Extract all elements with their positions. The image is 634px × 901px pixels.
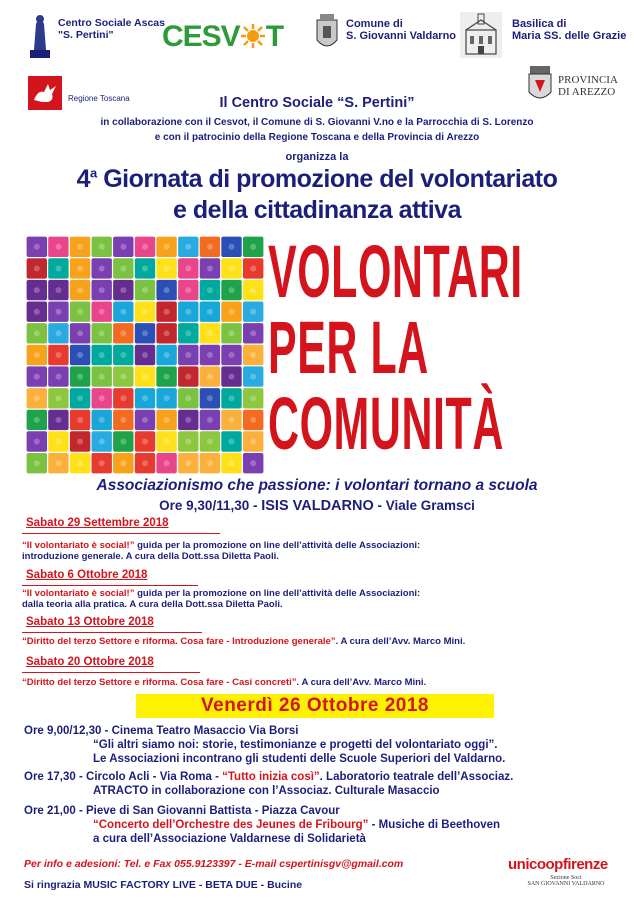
puzzle-knob (56, 460, 62, 466)
ascas-line1: Centro Sociale Ascas (58, 17, 165, 29)
puzzle-knob (142, 287, 148, 293)
provincia-line1: PROVINCIA (558, 74, 618, 86)
cesvot-logo (162, 20, 283, 54)
puzzle-graphic (26, 236, 264, 474)
friday-event-2-line-1 (24, 770, 513, 784)
basilica-line2: Maria SS. delle Grazie (512, 30, 627, 42)
puzzle-knob (207, 309, 213, 315)
big-title-line-1: VOLONTARI (268, 230, 523, 313)
basilica-logo (460, 12, 502, 58)
sun-icon (240, 23, 266, 49)
session-1-body (22, 540, 420, 562)
puzzle-knob (250, 309, 256, 315)
friday-event-3-line-1: Ore 21,00 - Pieve di San Giovanni Battista - Piazza Cavour (24, 805, 340, 817)
puzzle-knob (56, 330, 62, 336)
puzzle-knob (56, 352, 62, 358)
puzzle-knob (250, 287, 256, 293)
puzzle-knob (164, 309, 170, 315)
puzzle-knob (164, 439, 170, 445)
puzzle-knob (120, 395, 126, 401)
puzzle-knob (142, 439, 148, 445)
puzzle-knob (34, 460, 40, 466)
puzzle-knob (207, 287, 213, 293)
comune-line1: Comune di (346, 18, 403, 30)
puzzle-knob (250, 352, 256, 358)
unicoop-name: unicoopfirenze (508, 856, 608, 873)
title-ordinal: a (90, 165, 97, 181)
friday-event-3-quote: “Concerto dell’Orchestre des Jeunes de Fribourg” (93, 819, 369, 831)
puzzle-knob (120, 244, 126, 250)
session-2-quote: “Il volontariato è social!” (22, 588, 135, 599)
session-4-quote: “Diritto del terzo Settore e riforma. Cosa fare - Casi concreti” (22, 677, 297, 688)
puzzle-knob (34, 330, 40, 336)
session-3-body (22, 636, 465, 647)
puzzle-knob (185, 439, 191, 445)
puzzle-knob (185, 395, 191, 401)
puzzle-knob (185, 330, 191, 336)
puzzle-knob (250, 460, 256, 466)
puzzle-icon (26, 236, 264, 474)
venue-name: ISIS VALDARNO (261, 498, 374, 514)
puzzle-knob (99, 374, 105, 380)
session-4-body (22, 677, 426, 688)
statue-icon (28, 10, 52, 58)
puzzle-knob (207, 460, 213, 466)
puzzle-knob (142, 460, 148, 466)
session-3-text-1: . A cura dell’Avv. Marco Mini. (335, 636, 466, 647)
puzzle-knob (229, 460, 235, 466)
puzzle-knob (185, 374, 191, 380)
puzzle-knob (207, 266, 213, 272)
basilica-line1: Basilica di (512, 18, 567, 30)
puzzle-knob (56, 244, 62, 250)
puzzle-knob (164, 287, 170, 293)
session-4-date: Sabato 20 Ottobre 2018 (26, 656, 154, 668)
puzzle-knob (164, 244, 170, 250)
unicoop-logo (508, 856, 624, 887)
puzzle-knob (77, 244, 83, 250)
friday-event-3-line-2 (93, 818, 500, 832)
collaboration-line-2: e con il patrocinio della Regione Toscana e della Provincia di Arezzo (154, 132, 480, 143)
crest-icon (314, 14, 340, 54)
puzzle-knob (120, 287, 126, 293)
session-2-text-2: dalla teoria alla pratica. A cura della Dott.ssa Diletta Paoli. (22, 599, 283, 610)
cesvot-text-1: CESV (162, 20, 240, 53)
puzzle-knob (250, 330, 256, 336)
ascas-line2: "S. Pertini" (58, 29, 114, 41)
puzzle-knob (142, 417, 148, 423)
puzzle-knob (77, 352, 83, 358)
puzzle-knob (120, 374, 126, 380)
puzzle-knob (77, 395, 83, 401)
puzzle-knob (185, 266, 191, 272)
collaboration-line-1: in collaborazione con il Cesvot, il Comune di S. Giovanni V.no e la Parrocchia di S. Lorenzo (100, 117, 534, 128)
puzzle-knob (229, 330, 235, 336)
puzzle-knob (56, 374, 62, 380)
venue-time: Ore 9,30/11,30 - (159, 498, 262, 513)
puzzle-knob (164, 374, 170, 380)
friday-event-1-line-1: Ore 9,00/12,30 - Cinema Teatro Masaccio Via Borsi (24, 725, 299, 737)
puzzle-knob (164, 330, 170, 336)
title-number: 4 (76, 165, 91, 193)
puzzle-knob (164, 352, 170, 358)
session-4-text-1: . A cura dell’Avv. Marco Mini. (296, 677, 427, 688)
puzzle-knob (34, 352, 40, 358)
puzzle-knob (229, 395, 235, 401)
puzzle-knob (164, 460, 170, 466)
puzzle-knob (207, 417, 213, 423)
friday-event-2-quote: “Tutto inizia così” (222, 771, 320, 783)
friday-event-1-quote: “Gli altri siamo noi: storie, testimonianze e progetti del volontariato oggi”. (93, 739, 498, 751)
puzzle-knob (164, 266, 170, 272)
puzzle-knob (56, 266, 62, 272)
puzzle-knob (99, 309, 105, 315)
puzzle-knob (120, 330, 126, 336)
puzzle-knob (99, 460, 105, 466)
thanks-line: Si ringrazia MUSIC FACTORY LIVE - BETA DUE - Bucine (24, 879, 303, 891)
session-3-date: Sabato 13 Ottobre 2018 (26, 616, 154, 628)
puzzle-knob (250, 244, 256, 250)
puzzle-knob (229, 374, 235, 380)
puzzle-knob (250, 374, 256, 380)
puzzle-knob (99, 395, 105, 401)
puzzle-knob (34, 374, 40, 380)
puzzle-knob (99, 439, 105, 445)
title-text-1: Giornata di promozione del volontariato (96, 165, 558, 193)
puzzle-knob (77, 266, 83, 272)
puzzle-knob (142, 395, 148, 401)
puzzle-knob (99, 287, 105, 293)
puzzle-knob (207, 244, 213, 250)
puzzle-knob (185, 352, 191, 358)
puzzle-knob (77, 330, 83, 336)
session-2-text-1: guida per la promozione on line dell’attività delle Associazioni: (134, 588, 421, 599)
puzzle-knob (142, 352, 148, 358)
puzzle-knob (56, 439, 62, 445)
regione-name: Regione Toscana (68, 94, 130, 103)
comune-name (346, 18, 456, 42)
session-1-quote: “Il volontariato è social!” (22, 540, 135, 551)
puzzle-knob (142, 374, 148, 380)
puzzle-knob (229, 417, 235, 423)
puzzle-knob (120, 352, 126, 358)
puzzle-knob (164, 417, 170, 423)
puzzle-knob (164, 395, 170, 401)
comune-crest (314, 14, 340, 54)
puzzle-knob (142, 266, 148, 272)
friday-date: Venerdì 26 Ottobre 2018 (201, 695, 429, 716)
venue-street: - Viale Gramsci (373, 498, 475, 513)
puzzle-knob (229, 244, 235, 250)
puzzle-knob (185, 244, 191, 250)
puzzle-knob (34, 417, 40, 423)
puzzle-knob (229, 439, 235, 445)
session-3-quote: “Diritto del terzo Settore e riforma. Cosa fare - Introduzione generale” (22, 636, 336, 647)
puzzle-knob (77, 439, 83, 445)
organizer-title: Il Centro Sociale “S. Pertini” (219, 95, 415, 111)
puzzle-knob (207, 395, 213, 401)
session-1-rule (22, 533, 220, 534)
venue-line (0, 498, 634, 514)
puzzle-knob (99, 352, 105, 358)
puzzle-knob (142, 330, 148, 336)
unicoop-sub-2: SAN GIOVANNI VALDARNO (527, 881, 605, 887)
puzzle-knob (120, 309, 126, 315)
puzzle-knob (34, 244, 40, 250)
puzzle-knob (207, 352, 213, 358)
puzzle-knob (207, 439, 213, 445)
ascas-name (58, 17, 165, 41)
puzzle-knob (229, 352, 235, 358)
big-title-line-2: PER LA (268, 306, 429, 389)
puzzle-knob (120, 417, 126, 423)
church-icon (460, 12, 502, 58)
puzzle-knob (120, 439, 126, 445)
puzzle-knob (207, 330, 213, 336)
friday-date-banner (136, 694, 494, 718)
puzzle-knob (185, 417, 191, 423)
puzzle-knob (207, 374, 213, 380)
basilica-name (512, 18, 626, 42)
puzzle-knob (142, 244, 148, 250)
puzzle-knob (229, 287, 235, 293)
puzzle-knob (250, 417, 256, 423)
puzzle-knob (229, 266, 235, 272)
puzzle-knob (34, 395, 40, 401)
friday-event-2-line-2: ATRACTO in collaborazione con l’Associaz. Culturale Masaccio (93, 785, 440, 797)
session-4-rule (22, 672, 200, 673)
puzzle-knob (34, 439, 40, 445)
puzzle-knob (34, 266, 40, 272)
friday-event-1-line-3: Le Associazioni incontrano gli studenti delle Scuole Superiori del Valdarno. (93, 753, 506, 765)
puzzle-knob (34, 309, 40, 315)
organizza-text: organizza la (285, 151, 349, 163)
puzzle-knob (34, 287, 40, 293)
contact-info: Per info e adesioni: Tel. e Fax 055.9123397 - E-mail cspertinisgv@gmail.com (24, 858, 404, 870)
puzzle-knob (185, 460, 191, 466)
puzzle-knob (77, 374, 83, 380)
friday-event-2-place: Ore 17,30 - Circolo Acli - Via Roma - (24, 771, 223, 783)
cesvot-text-2: T (265, 20, 284, 53)
ascas-logo (28, 10, 52, 58)
puzzle-knob (120, 266, 126, 272)
session-2-rule (22, 585, 198, 586)
puzzle-knob (99, 417, 105, 423)
friday-event-3-line-3: a cura dell’Associazione Valdarnese di Solidarietà (93, 833, 366, 845)
puzzle-knob (77, 287, 83, 293)
puzzle-knob (56, 287, 62, 293)
friday-event-2-desc: . Laboratorio teatrale dell’Associaz. (319, 771, 514, 783)
puzzle-knob (185, 309, 191, 315)
puzzle-knob (56, 417, 62, 423)
puzzle-knob (77, 309, 83, 315)
session-2-date: Sabato 6 Ottobre 2018 (26, 569, 148, 581)
puzzle-knob (250, 266, 256, 272)
puzzle-knob (77, 417, 83, 423)
session-1-date: Sabato 29 Settembre 2018 (26, 517, 169, 529)
session-2-body (22, 588, 420, 610)
session-3-rule (22, 632, 202, 633)
puzzle-knob (99, 244, 105, 250)
unicoop-sub-1: Sezione Soci (550, 875, 582, 881)
puzzle-knob (77, 460, 83, 466)
puzzle-knob (250, 439, 256, 445)
puzzle-knob (142, 309, 148, 315)
puzzle-knob (56, 395, 62, 401)
subtitle: Associazionismo che passione: i volontari tornano a scuola (96, 477, 538, 494)
puzzle-knob (185, 287, 191, 293)
puzzle-knob (99, 330, 105, 336)
puzzle-knob (56, 309, 62, 315)
session-1-text-2: introduzione generale. A cura della Dott.ssa Diletta Paoli. (22, 551, 279, 562)
session-1-text-1: guida per la promozione on line dell’attività delle Associazioni: (134, 540, 421, 551)
event-title-line-1 (0, 165, 634, 194)
puzzle-knob (250, 395, 256, 401)
provincia-line2: DI AREZZO (558, 86, 616, 98)
friday-event-3-desc: - Musiche di Beethoven (368, 819, 501, 831)
puzzle-knob (120, 460, 126, 466)
event-title-line-2: e della cittadinanza attiva (173, 196, 461, 224)
puzzle-knob (229, 309, 235, 315)
big-title-line-3: COMUNITÀ (268, 382, 504, 465)
comune-line2: S. Giovanni Valdarno (346, 30, 457, 42)
puzzle-knob (99, 266, 105, 272)
big-title (268, 230, 523, 465)
